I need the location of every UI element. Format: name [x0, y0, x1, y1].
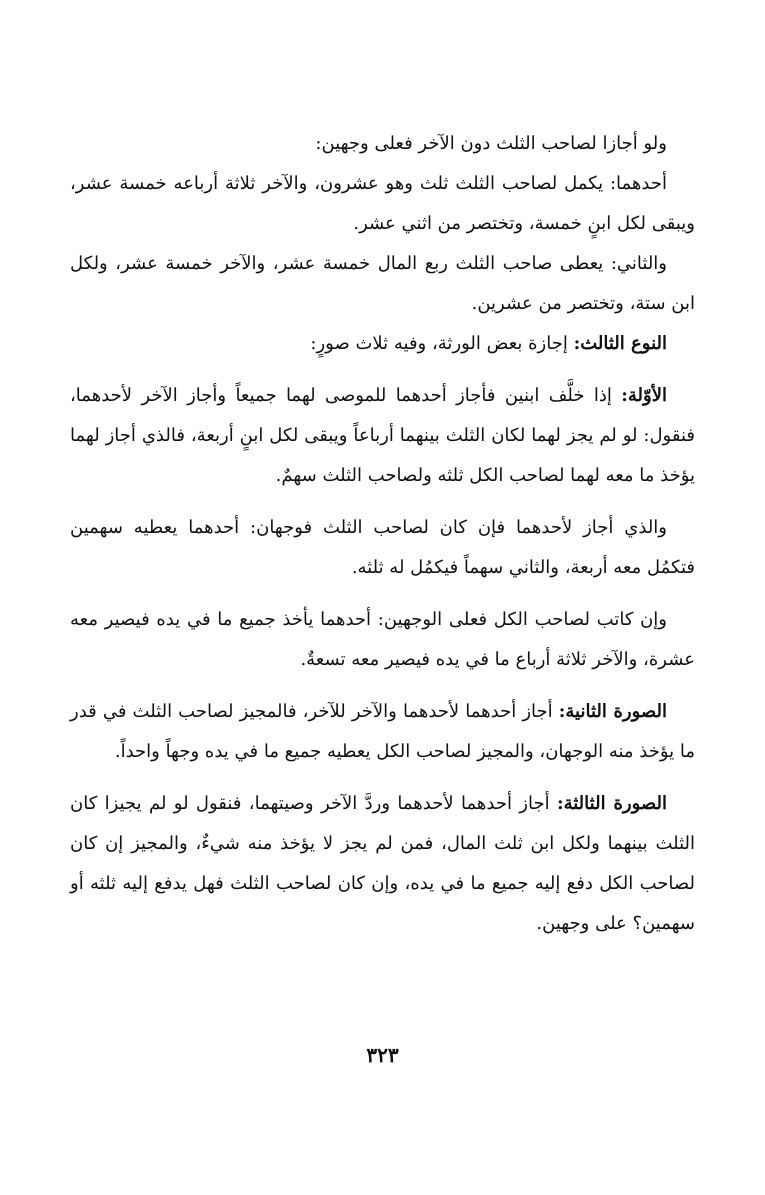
paragraph-text: أجاز أحدهما لأحدهما وردَّ الآخر وصيتهما، فنقول لو لم يجيزا كان الثلث بينهما ولكل ابن ثلث المال، فمن لم يجز لا يؤخذ منه شيءٌ، والمجيز إن كان لصاحب الكل دفع إليه جميع ما في يده، وإن كان لصاحب الثلث فهل يدفع إليه ثلثه أو سهمين؟ على وجهين. [70, 793, 695, 934]
paragraph [70, 784, 695, 944]
paragraph-text: والذي أجاز لأحدهما فإن كان لصاحب الثلث فوجهان: أحدهما يعطيه سهمين فتكمُل معه أربعة، والثاني سهماً فيكمُل له ثلثه. [70, 517, 695, 578]
paragraph-text: إذا خلَّف ابنين فأجاز أحدهما للموصى لهما جميعاً وأجاز الآخر لأحدهما، فنقول: لو لم يجز لهما لكان الثلث بينهما أرباعاً ويبقى لكل ابنٍ أربعة، فالذي أجاز لهما يؤخذ ما معه لهما لصاحب الكل ثلثه ولصاحب الثلث سهمٌ. [70, 385, 696, 486]
paragraph [70, 600, 695, 680]
paragraph [70, 324, 695, 364]
paragraph [70, 124, 695, 164]
paragraph [70, 692, 695, 772]
paragraph-text: وإن كاتب لصاحب الكل فعلى الوجهين: أحدهما يأخذ جميع ما في يده فيصير معه عشرة، والآخر ثلاثة أرباع ما في يده فيصير معه تسعةٌ. [70, 609, 695, 670]
paragraph [70, 508, 695, 588]
section-heading: النوع الثالث: [573, 333, 667, 354]
section-heading: الأوّلة: [621, 385, 667, 406]
paragraph-text: ولو أجازا لصاحب الثلث دون الآخر فعلى وجهين: [315, 133, 667, 154]
text-body [70, 124, 695, 944]
paragraph-text: إجازة بعض الورثة، وفيه ثلاث صورٍ: [310, 333, 574, 354]
section-heading: الصورة الثانية: [558, 701, 668, 722]
paragraph-text: والثاني: يعطى صاحب الثلث ربع المال خمسة عشر، والآخر خمسة عشر، ولكل ابن ستة، وتختصر من عشرين. [70, 253, 695, 314]
paragraph-text: أحدهما: يكمل لصاحب الثلث ثلث وهو عشرون، والآخر ثلاثة أرباعه خمسة عشر، ويبقى لكل ابنٍ خمسة، وتختصر من اثني عشر. [70, 173, 695, 234]
section-heading: الصورة الثالثة: [556, 793, 667, 814]
paragraph [70, 244, 695, 324]
paragraph [70, 376, 695, 496]
paragraph-text: أجاز أحدهما لأحدهما والآخر للآخر، فالمجيز لصاحب الثلث في قدر ما يؤخذ منه الوجهان، والمجيز لصاحب الكل يعطيه جميع ما في يده وجهاً واحداً. [70, 701, 695, 762]
page-number: ٣٢٣ [366, 1043, 399, 1067]
paragraph [70, 164, 695, 244]
